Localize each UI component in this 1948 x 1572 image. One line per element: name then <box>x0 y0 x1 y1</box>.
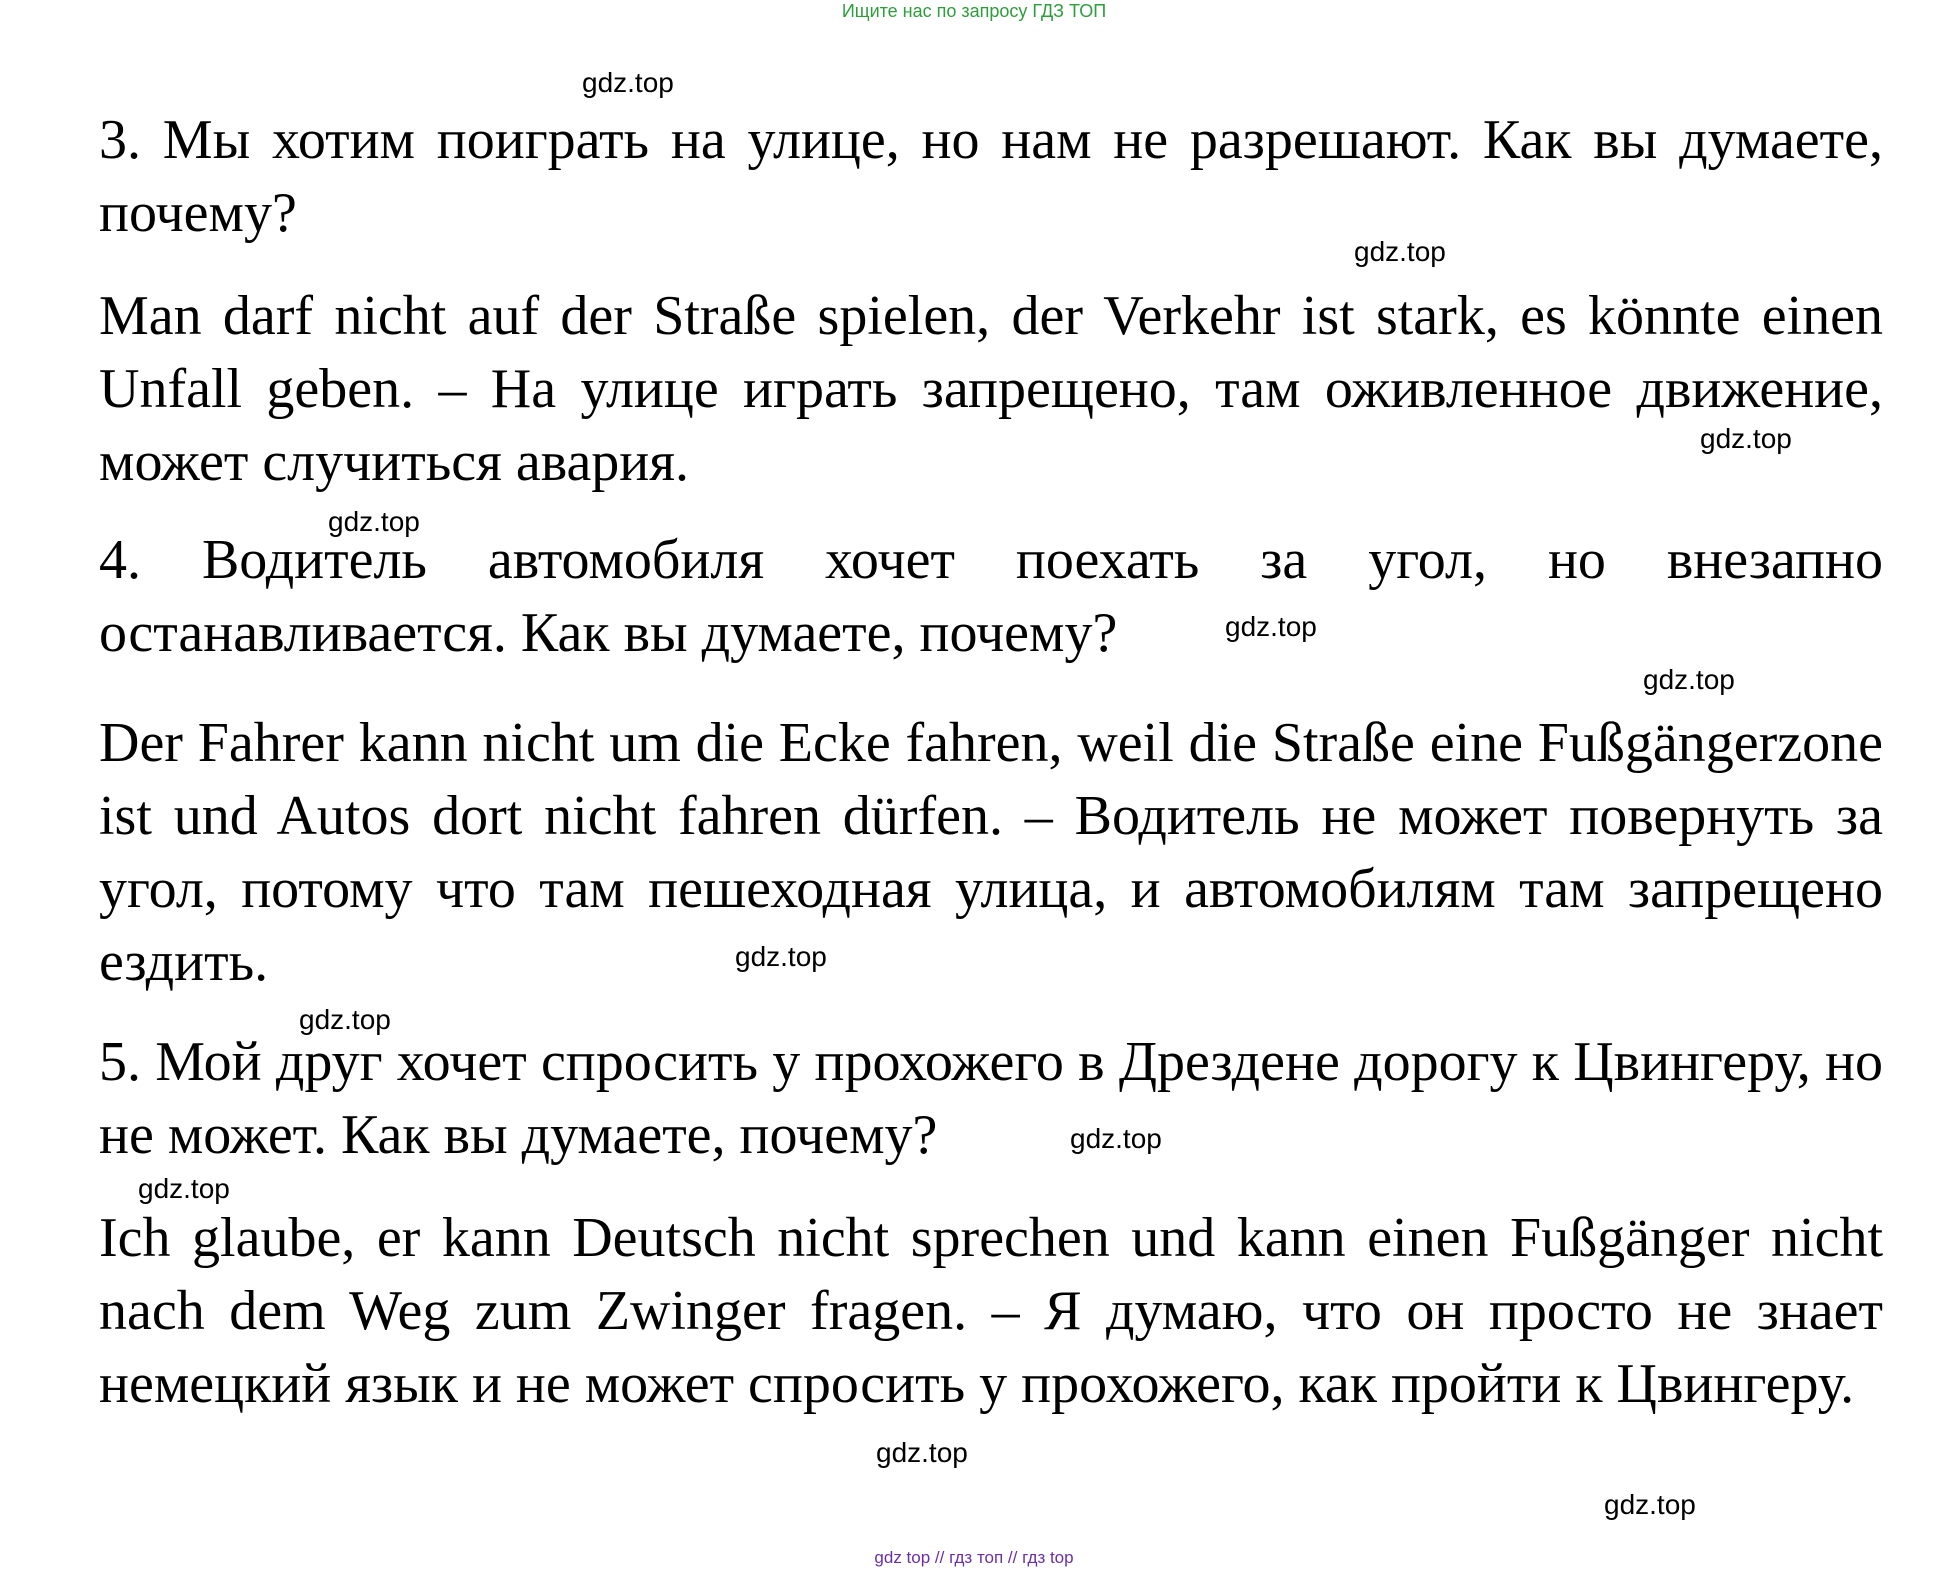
watermark: gdz.top <box>328 506 420 537</box>
answer-3: Man darf nicht auf der Straße spielen, der Verkehr ist stark, es könnte einen Unfall geben. – На улице играть запрещено, там оживленное движение, может случиться авария. <box>99 285 1883 493</box>
watermark: gdz.top <box>1604 1489 1696 1520</box>
watermark: gdz.top <box>582 67 674 98</box>
top-banner: Ищите нас по запросу ГДЗ ТОП <box>841 1 1107 21</box>
answer-5: Ich glaube, er kann Deutsch nicht sprechen und kann einen Fußgänger nicht nach dem Weg zum Zwinger fragen. – Я думаю, что он просто не знает немецкий язык и не может спросить у прохожего, как пройти к Цвингеру. <box>99 1207 1883 1415</box>
watermark: gdz.top <box>1643 664 1735 695</box>
watermark: gdz.top <box>1225 611 1317 642</box>
watermark: gdz.top <box>876 1437 968 1468</box>
document-body <box>99 104 1883 1421</box>
watermark: gdz.top <box>735 941 827 972</box>
watermark: gdz.top <box>1070 1123 1162 1154</box>
watermark: gdz.top <box>1354 236 1446 267</box>
question-5: 5. Мой друг хочет спросить у прохожего в Дрездене дорогу к Цвингеру, но не может. Как вы думаете, почему? <box>99 1031 1883 1166</box>
question-3: 3. Мы хотим поиграть на улице, но нам не разрешают. Как вы думаете, почему? <box>99 109 1883 244</box>
watermark: gdz.top <box>1700 423 1792 454</box>
footer: gdz top // гдз топ // гдз top <box>874 1548 1074 1567</box>
watermark: gdz.top <box>138 1173 230 1204</box>
answer-4: Der Fahrer kann nicht um die Ecke fahren, weil die Straße eine Fußgängerzone ist und Autos dort nicht fahren dürfen. – Водитель не может повернуть за угол, потому что там пешеходная улица, и автомобилям там запрещено ездить. <box>99 712 1883 993</box>
watermark: gdz.top <box>299 1004 391 1035</box>
question-4: 4. Водитель автомобиля хочет поехать за угол, но внезапно останавливается. Как вы думаете, почему? <box>99 529 1883 664</box>
